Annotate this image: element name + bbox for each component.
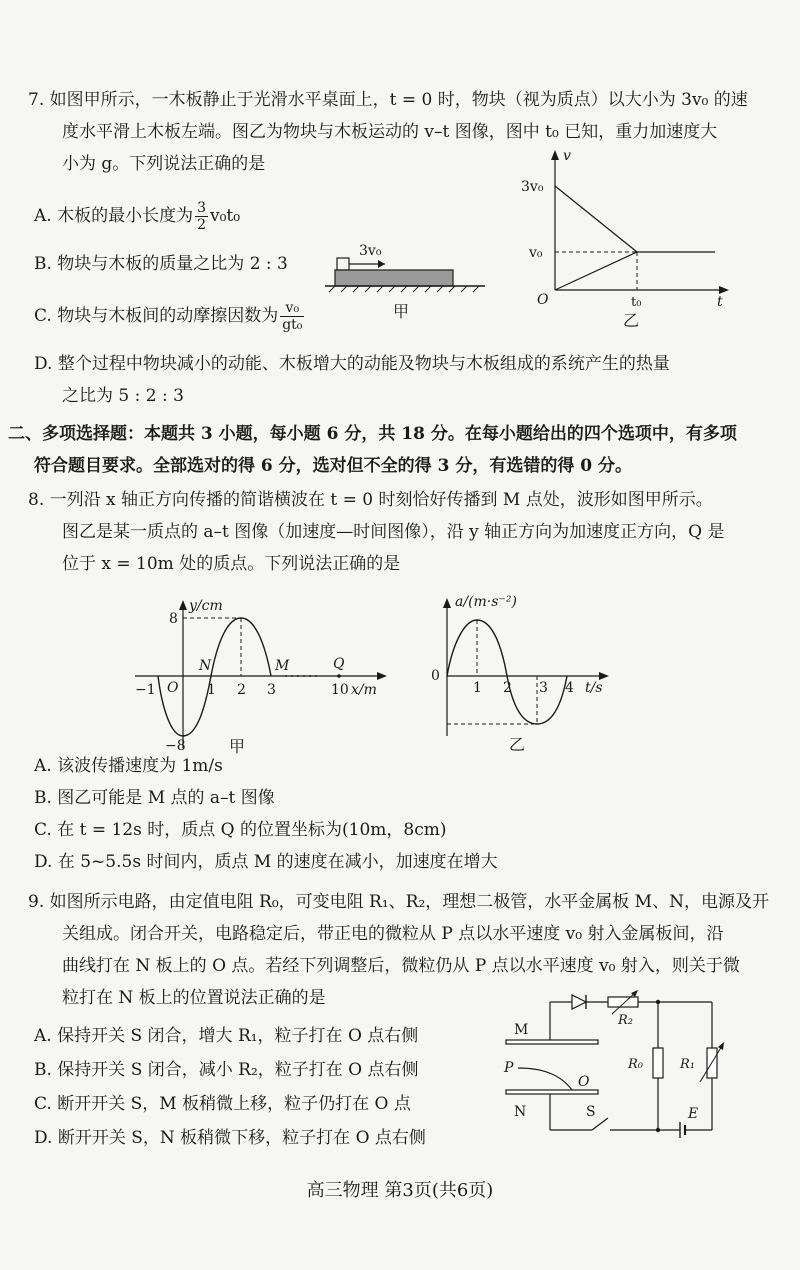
q7-figure-jia — [325, 240, 490, 320]
q9-point-o-label: O — [578, 1074, 590, 1090]
q8-jia-origin: O — [167, 680, 179, 696]
q7-option-a-prefix: A. 木板的最小长度为 — [34, 206, 194, 226]
q7-speed-label: 3v₀ — [359, 243, 382, 259]
q9-option-b: B. 保持开关 S 闭合，减小 R₂，粒子打在 O 点右侧 — [34, 1060, 419, 1080]
q7-stem-line1: 7. 如图甲所示，一木板静止于光滑水平桌面上，t = 0 时，物块（视为质点）以大小为 3v₀ 的速 — [28, 90, 748, 110]
q7-block — [337, 258, 349, 270]
q9-r1-label: R₁ — [680, 1057, 695, 1072]
q8-yi-curve — [447, 620, 567, 724]
q7-yi-t-label: t — [717, 294, 723, 310]
q9-stem-line2: 关组成。闭合开关，电路稳定后，带正电的微粒从 P 点以水平速度 v₀ 射入金属板间，沿 — [62, 924, 724, 944]
q8-option-b: B. 图乙可能是 M 点的 a–t 图像 — [34, 788, 275, 808]
q8-yi-t-label: t/s — [585, 680, 603, 696]
q8-yi-t-tick-4: 4 — [565, 680, 574, 696]
q7-figure-jia-caption: 甲 — [393, 302, 410, 321]
q8-jia-x-tick-3: 3 — [267, 682, 276, 698]
q9-junction-top — [656, 1000, 660, 1004]
q7-option-a-frac-num: 3 — [197, 200, 207, 216]
q9-junction-bottom — [656, 1128, 660, 1132]
q8-jia-label-m: M — [275, 658, 290, 674]
section2-header-line1: 二、多项选择题：本题共 3 小题，每小题 6 分，共 18 分。在每小题给出的四个选项中，有多项 — [8, 424, 737, 444]
page-footer: 高三物理 第3页(共6页) — [306, 1180, 494, 1201]
q8-stem-line3: 位于 x = 10m 处的质点。下列说法正确的是 — [62, 554, 401, 574]
q8-jia-x-label: x/m — [351, 682, 377, 698]
q8-yi-t-tick-1: 1 — [473, 680, 482, 696]
q8-jia-y-axis-arrow — [179, 600, 187, 610]
q8-jia-label-q: Q — [333, 656, 345, 672]
q9-switch-label: S — [586, 1104, 596, 1120]
q9-diode-icon — [572, 995, 586, 1009]
q7-option-a-suffix: v₀t₀ — [210, 206, 241, 226]
q9-stem-line3: 曲线打在 N 板上的 O 点。若经下列调整后，微粒仍从 P 点以水平速度 v₀ 射入，则关于微 — [62, 956, 740, 976]
q9-option-a: A. 保持开关 S 闭合，增大 R₁，粒子打在 O 点右侧 — [34, 1026, 419, 1046]
q8-jia-caption: 甲 — [229, 737, 246, 756]
q8-jia-x-axis-arrow — [377, 672, 387, 680]
q7-option-a — [34, 200, 240, 233]
q9-option-d: D. 断开开关 S，N 板稍微下移，粒子打在 O 点右侧 — [34, 1128, 426, 1148]
q7-table-hatching — [329, 286, 479, 292]
q9-plate-n-label: N — [514, 1104, 527, 1120]
q7-yi-block-line — [555, 186, 637, 252]
q7-velocity-arrowhead — [378, 260, 385, 268]
q9-particle-trajectory — [518, 1068, 572, 1090]
q7-option-d-line2: 之比为 5 : 2 : 3 — [62, 386, 184, 406]
q7-option-c — [34, 300, 306, 333]
q8-jia-y-neg: −8 — [165, 738, 186, 754]
q9-r1-arrowhead — [718, 1042, 724, 1050]
q7-board — [335, 270, 453, 286]
q8-stem-line2: 图乙是某一质点的 a–t 图像（加速度—时间图像），沿 y 轴正方向为加速度正方向，Q 是 — [62, 522, 725, 542]
q7-figure-yi — [515, 140, 745, 340]
q7-yi-t-axis-arrow — [719, 286, 729, 294]
q8-figure-yi — [425, 588, 625, 758]
q8-yi-a-axis-arrow — [443, 598, 451, 608]
q8-option-c: C. 在 t = 12s 时，质点 Q 的位置坐标为(10m，8cm) — [34, 820, 447, 840]
q7-option-c-frac-num: v₀ — [280, 300, 304, 317]
q8-jia-y-pos: 8 — [169, 611, 178, 627]
q9-point-p-label: P — [504, 1060, 514, 1076]
q9-option-c: C. 断开开关 S，M 板稍微上移，粒子仍打在 O 点 — [34, 1094, 411, 1114]
q9-plate-n — [506, 1090, 598, 1094]
q7-yi-v-axis-arrow — [551, 150, 559, 160]
q8-figure-jia — [125, 590, 395, 760]
q8-jia-x-tick-2: 2 — [237, 682, 246, 698]
q9-plate-m — [506, 1040, 598, 1044]
q8-jia-x-tick-10: 10 — [331, 682, 349, 698]
q7-option-a-fraction — [195, 200, 208, 233]
q8-yi-origin: 0 — [431, 668, 440, 684]
q7-yi-v-label: v — [563, 148, 571, 164]
q8-yi-a-label: a/(m·s⁻²) — [455, 594, 517, 610]
q9-r0-label: R₀ — [628, 1057, 643, 1072]
q7-yi-caption: 乙 — [623, 311, 640, 330]
q7-yi-x-mark: t₀ — [631, 295, 642, 310]
q9-source-label: E — [688, 1106, 699, 1122]
q9-stem-line1: 9. 如图所示电路，由定值电阻 R₀，可变电阻 R₁、R₂，理想二极管，水平金属板 M、N，电源及开 — [28, 892, 769, 912]
q8-option-a: A. 该波传播速度为 1m/s — [34, 756, 223, 776]
q7-option-c-fraction — [280, 300, 304, 333]
q8-yi-t-axis-arrow — [599, 672, 609, 680]
q8-stem-line1: 8. 一列沿 x 轴正方向传播的简谐横波在 t = 0 时刻恰好传播到 M 点处，波形如图甲所示。 — [28, 490, 713, 510]
q8-jia-wave — [158, 618, 271, 736]
q7-yi-board-line — [555, 252, 637, 290]
q8-yi-t-tick-2: 2 — [503, 680, 512, 696]
q8-jia-y-label: y/cm — [189, 598, 223, 614]
q8-jia-point-q — [337, 674, 341, 678]
q9-plate-m-label: M — [514, 1022, 529, 1038]
q9-r2-label: R₂ — [618, 1013, 633, 1028]
q8-jia-x-tick-1: 1 — [207, 682, 216, 698]
q8-jia-x-tick-neg1: −1 — [135, 682, 156, 698]
q7-option-d-line1: D. 整个过程中物块减小的动能、木板增大的动能及物块与木板组成的系统产生的热量 — [34, 354, 670, 374]
q7-yi-y-top: 3v₀ — [521, 179, 544, 195]
q7-yi-y-mid: v₀ — [529, 245, 543, 261]
q7-yi-origin: O — [537, 292, 549, 308]
q9-r0-resistor — [653, 1048, 663, 1078]
q7-option-b: B. 物块与木板的质量之比为 2 : 3 — [34, 254, 288, 274]
q7-option-a-frac-den: 2 — [197, 217, 207, 233]
q7-option-c-prefix: C. 物块与木板间的动摩擦因数为 — [34, 306, 279, 326]
q7-option-c-frac-den: gt₀ — [282, 317, 303, 333]
q9-stem-line4: 粒打在 N 板上的位置说法正确的是 — [62, 988, 326, 1008]
section2-header-line2: 符合题目要求。全部选对的得 6 分，选对但不全的得 3 分，有选错的得 0 分。 — [34, 456, 632, 476]
q9-r2-resistor — [608, 997, 638, 1007]
q8-yi-caption: 乙 — [509, 735, 526, 754]
q9-circuit — [500, 990, 730, 1150]
q8-option-d: D. 在 5~5.5s 时间内，质点 M 的速度在减小，加速度在增大 — [34, 852, 498, 872]
q7-stem-line3: 小为 g。下列说法正确的是 — [62, 154, 266, 174]
q8-jia-label-n: N — [199, 658, 212, 674]
q8-yi-t-tick-3: 3 — [539, 680, 548, 696]
q7-stem-line2: 度水平滑上木板左端。图乙为物块与木板运动的 v–t 图像，图中 t₀ 已知，重力加速度大 — [62, 122, 718, 142]
